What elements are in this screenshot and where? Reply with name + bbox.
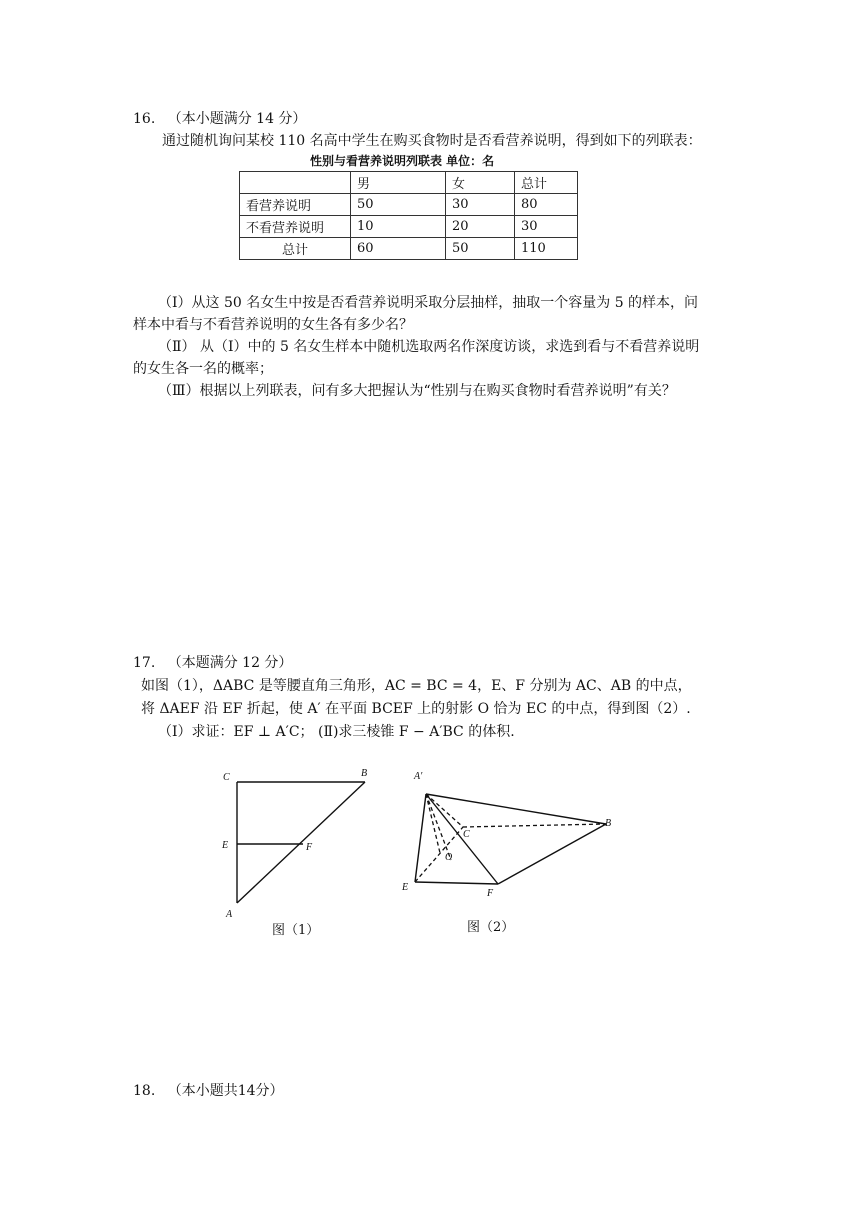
table-header-cell: 男 (351, 172, 446, 194)
q16-header (133, 109, 306, 129)
table-header-cell (240, 172, 351, 194)
table-cell: 80 (515, 194, 578, 216)
fig1-label-e: E (222, 840, 229, 851)
fig1-caption: 图（1） (272, 923, 320, 938)
fig1-label-a: A (226, 909, 233, 920)
table-cell: 50 (351, 194, 446, 216)
q16-intro: 通过随机询问某校 110 名高中学生在购买食物时是否看营养说明，得到如下的列联表： (162, 133, 702, 149)
table-header-cell: 总计 (515, 172, 578, 194)
table-cell: 60 (351, 238, 446, 260)
table-row (240, 216, 578, 238)
table-cell: 不看营养说明 (240, 216, 351, 238)
q17-number: 17. (133, 655, 156, 671)
fig1-label-c: C (223, 772, 230, 783)
table-header-row (240, 172, 578, 194)
table-row (240, 238, 578, 260)
q18-header (133, 1081, 284, 1101)
q16-part1-line2: 样本中看与不看营养说明的女生各有多少名？ (133, 317, 413, 333)
figure-2 (395, 710, 625, 910)
table-cell: 30 (446, 194, 515, 216)
table-cell: 30 (515, 216, 578, 238)
q16-part2-line2: 的女生各一名的概率； (133, 361, 273, 377)
q16-part1-line1: （Ⅰ）从这 50 名女生中按是否看营养说明采取分层抽样，抽取一个容量为 5 的样本，问 (158, 295, 699, 311)
table-cell: 20 (446, 216, 515, 238)
table-cell: 110 (515, 238, 578, 260)
fig2-label-o: O (445, 852, 453, 863)
q18-score: （本小题共14分） (167, 1083, 284, 1099)
q17-line3: （Ⅰ）求证：EF ⊥ A′C； (Ⅱ)求三棱锥 F − A′BC 的体积. (158, 724, 515, 740)
q17-header (133, 653, 292, 673)
table-caption: 性别与看营养说明列联表 单位：名 (310, 154, 495, 168)
fig2-label-c: C (463, 829, 470, 840)
table-row (240, 194, 578, 216)
fig1-label-b: B (361, 768, 368, 779)
table-cell: 50 (446, 238, 515, 260)
fig2-caption: 图（2） (467, 920, 515, 935)
fig2-label-a-prime: A′ (414, 771, 423, 782)
q16-number: 16. (133, 111, 156, 127)
table-header-cell: 女 (446, 172, 515, 194)
q16-part2-line1: （Ⅱ） 从（Ⅰ）中的 5 名女生样本中随机选取两名作深度访谈，求选到看与不看营养说明 (158, 339, 700, 355)
table-cell: 10 (351, 216, 446, 238)
fig2-label-b: B (605, 818, 612, 829)
figure-1 (210, 760, 380, 920)
q16-part3-line1: （Ⅲ）根据以上列联表，问有多大把握认为“性别与在购买食物时看营养说明”有关？ (158, 383, 676, 399)
table-cell: 总计 (240, 238, 351, 260)
fig2-label-f: F (487, 888, 494, 899)
q17-score: （本题满分 12 分） (167, 655, 293, 671)
q18-number: 18. (133, 1083, 156, 1099)
contingency-table (239, 171, 578, 260)
q17-line2: 将 ΔAEF 沿 EF 折起，使 A′ 在平面 BCEF 上的射影 O 恰为 EC 的中点，得到图（2）. (141, 701, 691, 717)
fig1-label-f: F (306, 842, 313, 853)
q17-line1: 如图（1），ΔABC 是等腰直角三角形，AC = BC = 4，E、F 分别为 AC、AB 的中点， (141, 678, 692, 694)
q16-score: （本小题满分 14 分） (167, 111, 307, 127)
fig2-label-e: E (402, 882, 409, 893)
table-cell: 看营养说明 (240, 194, 351, 216)
